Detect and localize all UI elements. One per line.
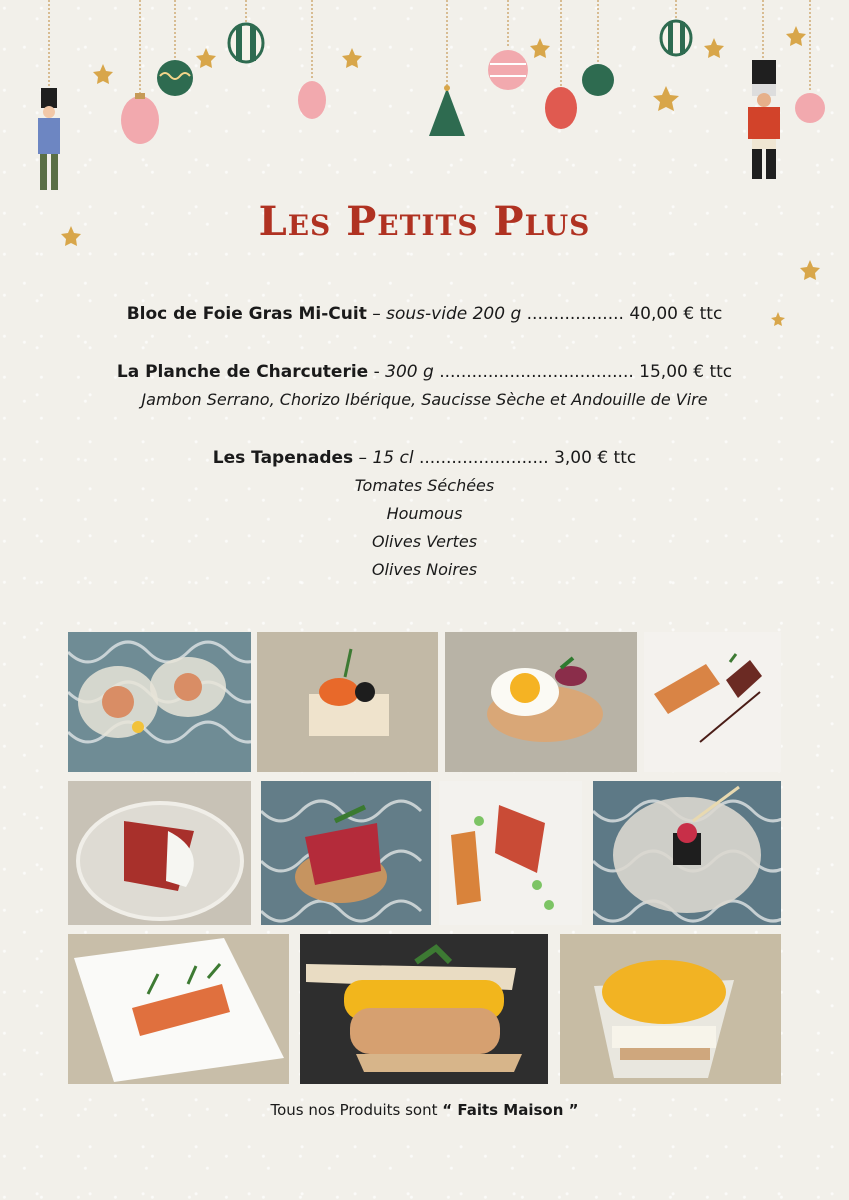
food-photo: [68, 934, 289, 1084]
pink-bauble-icon: [121, 96, 159, 144]
nutcracker-right-icon: [748, 60, 780, 179]
food-photo: [257, 632, 438, 772]
food-photo: [560, 934, 781, 1084]
item-separator: -: [368, 362, 386, 382]
striped-bauble-icon: [229, 24, 263, 62]
item-detail: sous-vide 200 g: [386, 304, 522, 324]
food-photo: [644, 632, 781, 772]
food-photo: [261, 781, 431, 925]
item-name: Les Tapenades: [212, 448, 354, 468]
item-detail: 300 g: [385, 362, 434, 382]
menu-list: [0, 300, 849, 584]
item-price: 3,00 € ttc: [554, 448, 637, 468]
menu-item-foie-gras: [0, 300, 849, 328]
item-separator: –: [366, 304, 387, 324]
food-photo: [300, 934, 548, 1084]
food-photo: [68, 632, 251, 772]
item-price: 40,00 € ttc: [629, 304, 723, 324]
item-dots: ....................................: [433, 362, 640, 382]
item-note: Jambon Serrano, Chorizo Ibérique, Saucisse Sèche et Andouille de Vire: [141, 390, 708, 409]
food-photo: [593, 781, 781, 925]
green-bauble-icon: [582, 64, 614, 96]
item-name: Bloc de Foie Gras Mi-Cuit: [126, 304, 367, 324]
christmas-ornaments-decoration: [0, 0, 849, 340]
footer-emphasis: “ Faits Maison ”: [442, 1101, 579, 1119]
pink-bauble-icon: [795, 93, 825, 123]
menu-item-charcuterie: [0, 358, 849, 414]
food-photo: [445, 632, 637, 772]
striped-bauble-icon: [661, 21, 691, 55]
red-bauble-icon: [545, 87, 577, 129]
food-photo: [68, 781, 251, 925]
pink-bauble-icon: [298, 81, 326, 119]
item-dots: ........................: [413, 448, 555, 468]
page-title: Les Petits Plus: [258, 198, 591, 245]
item-detail: 15 cl: [372, 448, 414, 468]
pink-bauble-icon: [488, 50, 528, 90]
food-photo: [439, 781, 582, 925]
food-photo-gallery: [68, 632, 781, 1084]
item-note: Olives Noires: [371, 560, 478, 579]
item-name: La Planche de Charcuterie: [116, 362, 369, 382]
item-dots: ..................: [521, 304, 630, 324]
item-note: Houmous: [386, 504, 463, 523]
footer-prefix: Tous nos Produits sont: [270, 1101, 443, 1119]
menu-item-tapenades: [0, 444, 849, 584]
footer-note: [0, 1100, 849, 1120]
nutcracker-left-icon: [38, 88, 60, 190]
item-separator: –: [353, 448, 373, 468]
item-price: 15,00 € ttc: [639, 362, 733, 382]
christmas-tree-icon: [429, 88, 465, 136]
item-note: Olives Vertes: [371, 532, 478, 551]
item-note: Tomates Séchées: [354, 476, 495, 495]
